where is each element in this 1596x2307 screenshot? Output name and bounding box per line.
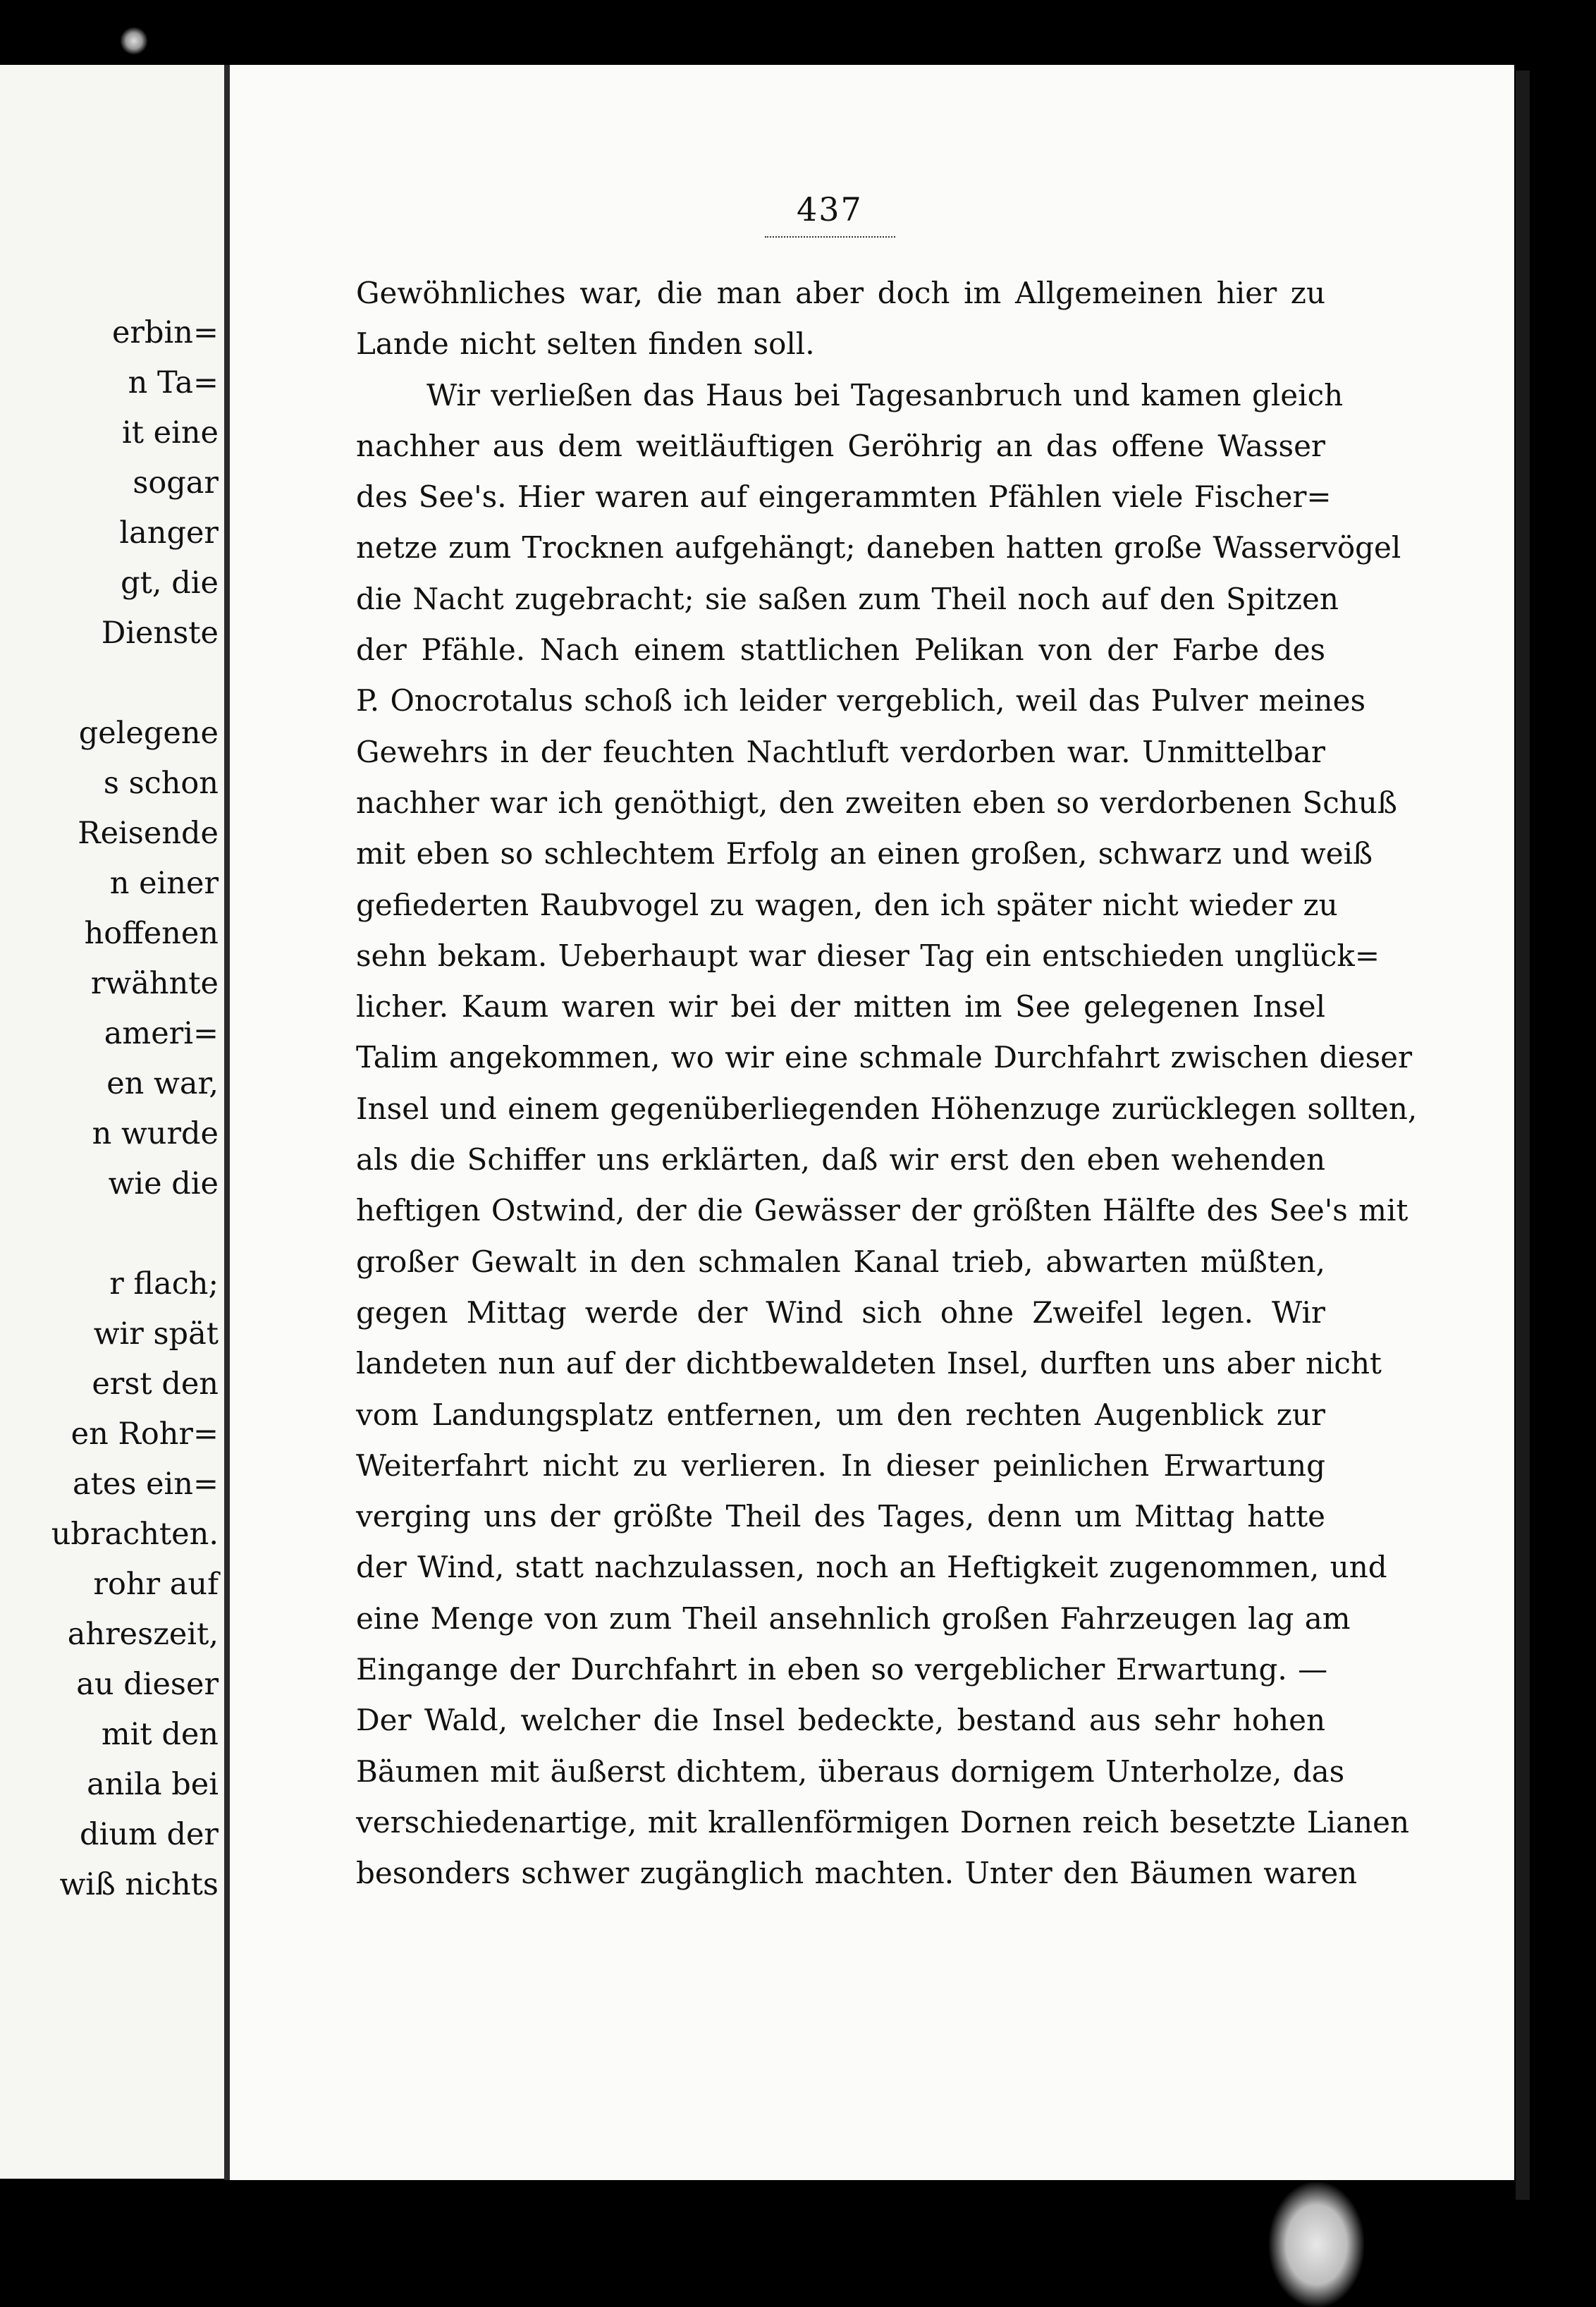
text-line: verschiedenartige, mit krallenförmigen Dornen reich besetzte Lianen [356,1804,1410,1840]
left-page-line: au dieser [76,1667,219,1702]
scan-artifact [120,27,148,55]
text-line: Gewöhnliches war, die man aber doch im Allgemeinen hier zu [356,276,1325,310]
text-line: besonders schwer zugänglich machten. Unter den Bäumen waren [356,1856,1358,1891]
text-line: Talim angekommen, wo wir eine schmale Durchfahrt zwischen dieser [356,1040,1413,1075]
left-page-line [51,659,219,709]
text-line: gefiederten Raubvogel zu wagen, den ich später nicht wieder zu [356,887,1338,922]
text-line: Wir verließen das Haus bei Tagesanbruch und kamen gleich [426,377,1344,412]
left-page-line: s schon [103,766,219,801]
left-facing-page [0,65,237,2179]
scan-artifact [1269,2182,1364,2307]
left-page-line: rwähnte [90,966,219,1001]
page-number: 437 [797,190,863,228]
left-page-text [51,308,219,1910]
left-page-line: wir spät [93,1316,219,1352]
text-line: nachher aus dem weitläuftigen Geröhrig an das offene Wasser [356,428,1325,463]
text-line: landeten nun auf der dichtbewaldeten Insel, durften uns aber nicht [356,1346,1382,1381]
text-line: die Nacht zugebracht; sie saßen zum Theil noch auf den Spitzen [356,581,1339,616]
left-page-line: dium der [80,1817,219,1852]
left-page-line: gt, die [121,565,219,601]
text-line: des See's. Hier waren auf eingerammten Pfählen viele Fischer= [356,479,1332,515]
text-line: Bäumen mit äußerst dichtem, überaus dornigem Unterholze, das [356,1754,1345,1789]
left-page-line: it eine [121,415,219,451]
left-page-line: en Rohr= [70,1416,219,1452]
text-line: P. Onocrotalus schoß ich leider vergeblich, weil das Pulver meines [356,683,1366,718]
left-page-line: rohr auf [93,1567,219,1602]
text-line: gegen Mittag werde der Wind sich ohne Zweifel legen. Wir [356,1295,1325,1330]
left-page-line: Reisende [78,816,219,851]
left-page-line: ubrachten. [51,1517,219,1552]
body-text [356,268,1418,1899]
left-page-line: en war, [106,1066,219,1101]
left-page-line: hoffenen [84,916,219,951]
left-page-line [51,1209,219,1259]
text-line: nachher war ich genöthigt, den zweiten eben so verdorbenen Schuß [356,785,1397,820]
left-page-line: wie die [108,1166,219,1201]
page-number-rule [765,236,895,238]
text-line: verging uns der größte Theil des Tages, denn um Mittag hatte [356,1499,1325,1534]
left-page-line: wiß nichts [59,1867,219,1902]
text-line: vom Landungsplatz entfernen, um den rechten Augenblick zur [356,1397,1325,1432]
text-line: eine Menge von zum Theil ansehnlich großen Fahrzeugen lag am [356,1601,1351,1636]
left-page-line: mit den [101,1717,219,1752]
text-line: der Wind, statt nachzulassen, noch an Heftigkeit zugenommen, und [356,1550,1387,1585]
page-edge [1516,71,1530,2200]
text-line: licher. Kaum waren wir bei der mitten im See gelegenen Insel [356,989,1325,1024]
text-line: Weiterfahrt nicht zu verlieren. In dieser peinlichen Erwartung [356,1448,1325,1483]
text-line: großer Gewalt in den schmalen Kanal trieb, abwarten müßten, [356,1244,1325,1279]
left-page-line: anila bei [87,1767,219,1802]
left-page-line: n Ta= [128,365,219,400]
left-page-line: n wurde [92,1116,219,1151]
text-line: Insel und einem gegenüberliegenden Höhenzuge zurücklegen sollten, [356,1091,1418,1126]
text-line: Eingange der Durchfahrt in eben so vergeblicher Erwartung. — [356,1652,1328,1687]
text-line: heftigen Ostwind, der die Gewässer der größten Hälfte des See's mit [356,1193,1408,1228]
text-line: Lande nicht selten finden soll. [356,326,815,362]
left-page-line: ahreszeit, [67,1617,219,1652]
text-line: Gewehrs in der feuchten Nachtluft verdorben war. Unmittelbar [356,734,1325,769]
text-line: sehn bekam. Ueberhaupt war dieser Tag ein entschieden unglück= [356,938,1380,973]
text-line: mit eben so schlechtem Erfolg an einen großen, schwarz und weiß [356,836,1373,871]
text-line: als die Schiffer uns erklärten, daß wir erst den eben wehenden [356,1142,1325,1177]
left-page-line: Dienste [101,616,219,651]
text-line: der Pfähle. Nach einem stattlichen Pelikan von der Farbe des [356,632,1325,668]
left-page-line: ates ein= [72,1467,219,1502]
left-page-line: ameri= [104,1016,219,1051]
text-line: netze zum Trocknen aufgehängt; daneben hatten große Wasservögel [356,530,1401,565]
left-page-line: r flach; [109,1266,219,1302]
left-page-line: erbin= [111,315,219,350]
text-line: Der Wald, welcher die Insel bedeckte, bestand aus sehr hohen [356,1703,1325,1738]
left-page-line: sogar [133,465,219,501]
left-page-line: n einer [109,866,219,901]
left-page-line: gelegene [78,716,219,751]
left-page-line: langer [119,515,219,551]
left-page-line: erst den [92,1366,219,1402]
